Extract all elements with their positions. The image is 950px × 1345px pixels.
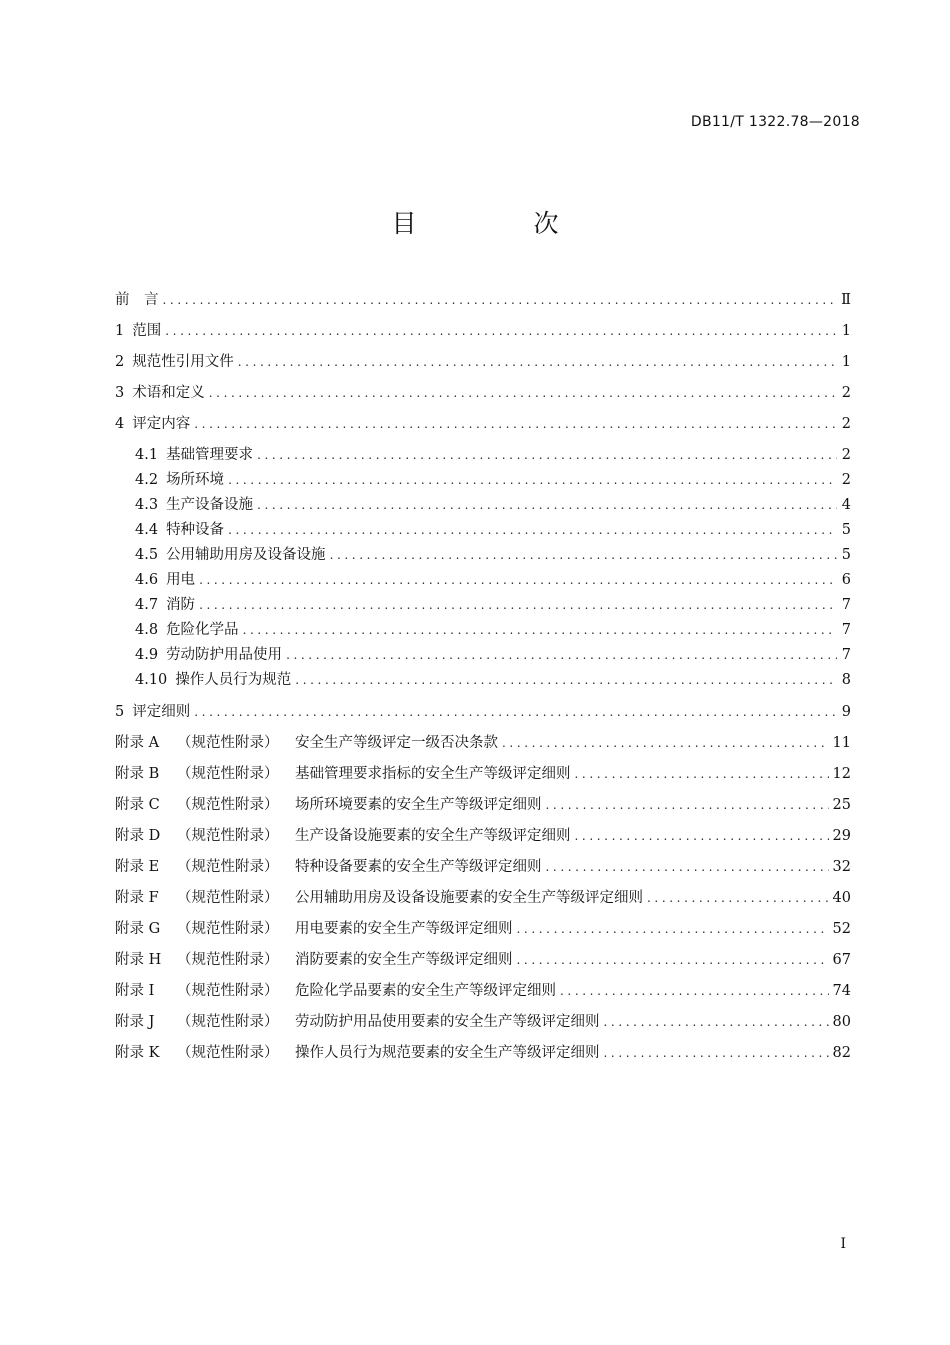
- toc-entry-label: 4.8 危险化学品: [135, 622, 239, 638]
- toc-leader-dots: [209, 378, 837, 409]
- toc-entry-label: 附录 I （规范性附录） 危险化学品要素的安全生产等级评定细则: [115, 983, 556, 999]
- toc-page-number: 9: [841, 704, 851, 720]
- toc-page-number: Ⅱ: [841, 292, 851, 308]
- toc-entry-label: 附录 A （规范性附录） 安全生产等级评定一级否决条款: [115, 735, 498, 751]
- toc-leader-dots: [286, 643, 837, 668]
- toc-page-number: 2: [841, 447, 851, 463]
- toc-page-number: 80: [832, 1014, 851, 1030]
- toc-page-number: 6: [841, 572, 851, 588]
- toc-entry-appendix-a[interactable]: [115, 728, 851, 759]
- toc-leader-dots: [502, 728, 829, 759]
- toc-leader-dots: [546, 790, 829, 821]
- toc-entry-4-1[interactable]: [115, 443, 851, 468]
- toc-page-number: 40: [832, 890, 851, 906]
- toc-entry-label: 3 术语和定义: [115, 385, 205, 401]
- toc-entry-label: 附录 J （规范性附录） 劳动防护用品使用要素的安全生产等级评定细则: [115, 1014, 600, 1030]
- toc-entry-appendix-d[interactable]: [115, 821, 851, 852]
- toc-entry-4-5[interactable]: [115, 543, 851, 568]
- toc-page-number: 1: [841, 354, 851, 370]
- toc-page-number: 7: [841, 597, 851, 613]
- toc-entry-4-2[interactable]: [115, 468, 851, 493]
- toc-entry-label: 附录 D （规范性附录） 生产设备设施要素的安全生产等级评定细则: [115, 828, 571, 844]
- toc-leader-dots: [546, 852, 829, 883]
- toc-page-number: 5: [841, 547, 851, 563]
- toc-entry-label: 附录 F （规范性附录） 公用辅助用房及设备设施要素的安全生产等级评定细则: [115, 890, 643, 906]
- toc-entry-label: 附录 H （规范性附录） 消防要素的安全生产等级评定细则: [115, 952, 513, 968]
- toc-entry-label: 附录 K （规范性附录） 操作人员行为规范要素的安全生产等级评定细则: [115, 1045, 600, 1061]
- toc-leader-dots: [517, 914, 829, 945]
- toc-page-number: 7: [841, 647, 851, 663]
- toc-leader-dots: [163, 285, 838, 316]
- toc-entry-label: 4.6 用电: [135, 572, 196, 588]
- toc-leader-dots: [238, 347, 837, 378]
- toc-leader-dots: [228, 518, 837, 543]
- toc-entry-4-7[interactable]: [115, 593, 851, 618]
- toc-page-number: 82: [832, 1045, 851, 1061]
- toc-leader-dots: [199, 568, 837, 593]
- toc-entry-label: 附录 E （规范性附录） 特种设备要素的安全生产等级评定细则: [115, 859, 542, 875]
- toc-page-number: 29: [832, 828, 851, 844]
- toc-entry-label: 4.1 基础管理要求: [135, 447, 254, 463]
- toc-leader-dots: [560, 976, 829, 1007]
- toc-entry-1[interactable]: [115, 316, 851, 347]
- toc-page-number: 12: [832, 766, 851, 782]
- toc-page-number: 2: [841, 472, 851, 488]
- toc-entry-4-4[interactable]: [115, 518, 851, 543]
- toc-entry-label: 附录 C （规范性附录） 场所环境要素的安全生产等级评定细则: [115, 797, 542, 813]
- toc-leader-dots: [604, 1038, 829, 1069]
- toc-leader-dots: [295, 668, 837, 693]
- toc-page-number: 74: [832, 983, 851, 999]
- toc-leader-dots: [517, 945, 829, 976]
- toc-page-number: 7: [841, 622, 851, 638]
- toc-page-number: 67: [832, 952, 851, 968]
- toc-page-number: 11: [832, 735, 851, 751]
- toc-entry-label: 4.3 生产设备设施: [135, 497, 254, 513]
- toc-entry-label: 4.10 操作人员行为规范: [135, 672, 292, 688]
- toc-entry-label: 4.9 劳动防护用品使用: [135, 647, 283, 663]
- toc-entry-appendix-j[interactable]: [115, 1007, 851, 1038]
- toc-entry-label: 4.7 消防: [135, 597, 196, 613]
- toc-leader-dots: [575, 759, 829, 790]
- toc-entry-2[interactable]: [115, 347, 851, 378]
- toc-entry-appendix-h[interactable]: [115, 945, 851, 976]
- toc-leader-dots: [194, 409, 837, 440]
- page-number: I: [840, 1236, 846, 1252]
- toc-entry-4-8[interactable]: [115, 618, 851, 643]
- toc-leader-dots: [194, 697, 837, 728]
- toc-entry-label: 4 评定内容: [115, 416, 191, 432]
- toc-page-number: 8: [841, 672, 851, 688]
- toc-leader-dots: [165, 316, 837, 347]
- toc-entry-appendix-k[interactable]: [115, 1038, 851, 1069]
- toc-leader-dots: [257, 443, 837, 468]
- toc-page-number: 2: [841, 385, 851, 401]
- toc-entry-label: 4.4 特种设备: [135, 522, 225, 538]
- toc-entry-4-3[interactable]: [115, 493, 851, 518]
- toc-entry-appendix-g[interactable]: [115, 914, 851, 945]
- toc-entry-label: 附录 G （规范性附录） 用电要素的安全生产等级评定细则: [115, 921, 513, 937]
- toc-entry-foreword[interactable]: [115, 285, 851, 316]
- toc-leader-dots: [604, 1007, 829, 1038]
- toc-page-number: 2: [841, 416, 851, 432]
- toc-page-number: 25: [832, 797, 851, 813]
- toc-leader-dots: [243, 618, 837, 643]
- toc-entry-4-9[interactable]: [115, 643, 851, 668]
- toc-entry-label: 5 评定细则: [115, 704, 191, 720]
- toc-entry-label: 2 规范性引用文件: [115, 354, 234, 370]
- toc-page-number: 1: [841, 323, 851, 339]
- toc-page-number: 4: [841, 497, 851, 513]
- toc-entry-appendix-i[interactable]: [115, 976, 851, 1007]
- page-title: 目 次: [391, 209, 605, 238]
- toc-leader-dots: [199, 593, 837, 618]
- toc-entry-3[interactable]: [115, 378, 851, 409]
- standard-code: DB11/T 1322.78—2018: [690, 114, 860, 130]
- toc-page-number: 32: [832, 859, 851, 875]
- toc-entry-label: 前 言: [115, 292, 159, 308]
- toc-entry-label: 4.5 公用辅助用房及设备设施: [135, 547, 326, 563]
- toc-page-number: 5: [841, 522, 851, 538]
- toc-entry-4-10[interactable]: [115, 668, 851, 693]
- toc-entry-4[interactable]: [115, 409, 851, 440]
- toc-entry-appendix-b[interactable]: [115, 759, 851, 790]
- toc-page-number: 52: [832, 921, 851, 937]
- toc-entry-appendix-c[interactable]: [115, 790, 851, 821]
- table-of-contents: [115, 285, 851, 1069]
- toc-entry-5[interactable]: [115, 697, 851, 728]
- toc-entry-appendix-f[interactable]: [115, 883, 851, 914]
- toc-entry-appendix-e[interactable]: [115, 852, 851, 883]
- toc-leader-dots: [647, 883, 829, 914]
- toc-leader-dots: [257, 493, 837, 518]
- toc-entry-4-6[interactable]: [115, 568, 851, 593]
- toc-entry-label: 附录 B （规范性附录） 基础管理要求指标的安全生产等级评定细则: [115, 766, 571, 782]
- toc-entry-label: 4.2 场所环境: [135, 472, 225, 488]
- toc-leader-dots: [575, 821, 829, 852]
- toc-leader-dots: [330, 543, 837, 568]
- toc-leader-dots: [228, 468, 837, 493]
- toc-entry-label: 1 范围: [115, 323, 162, 339]
